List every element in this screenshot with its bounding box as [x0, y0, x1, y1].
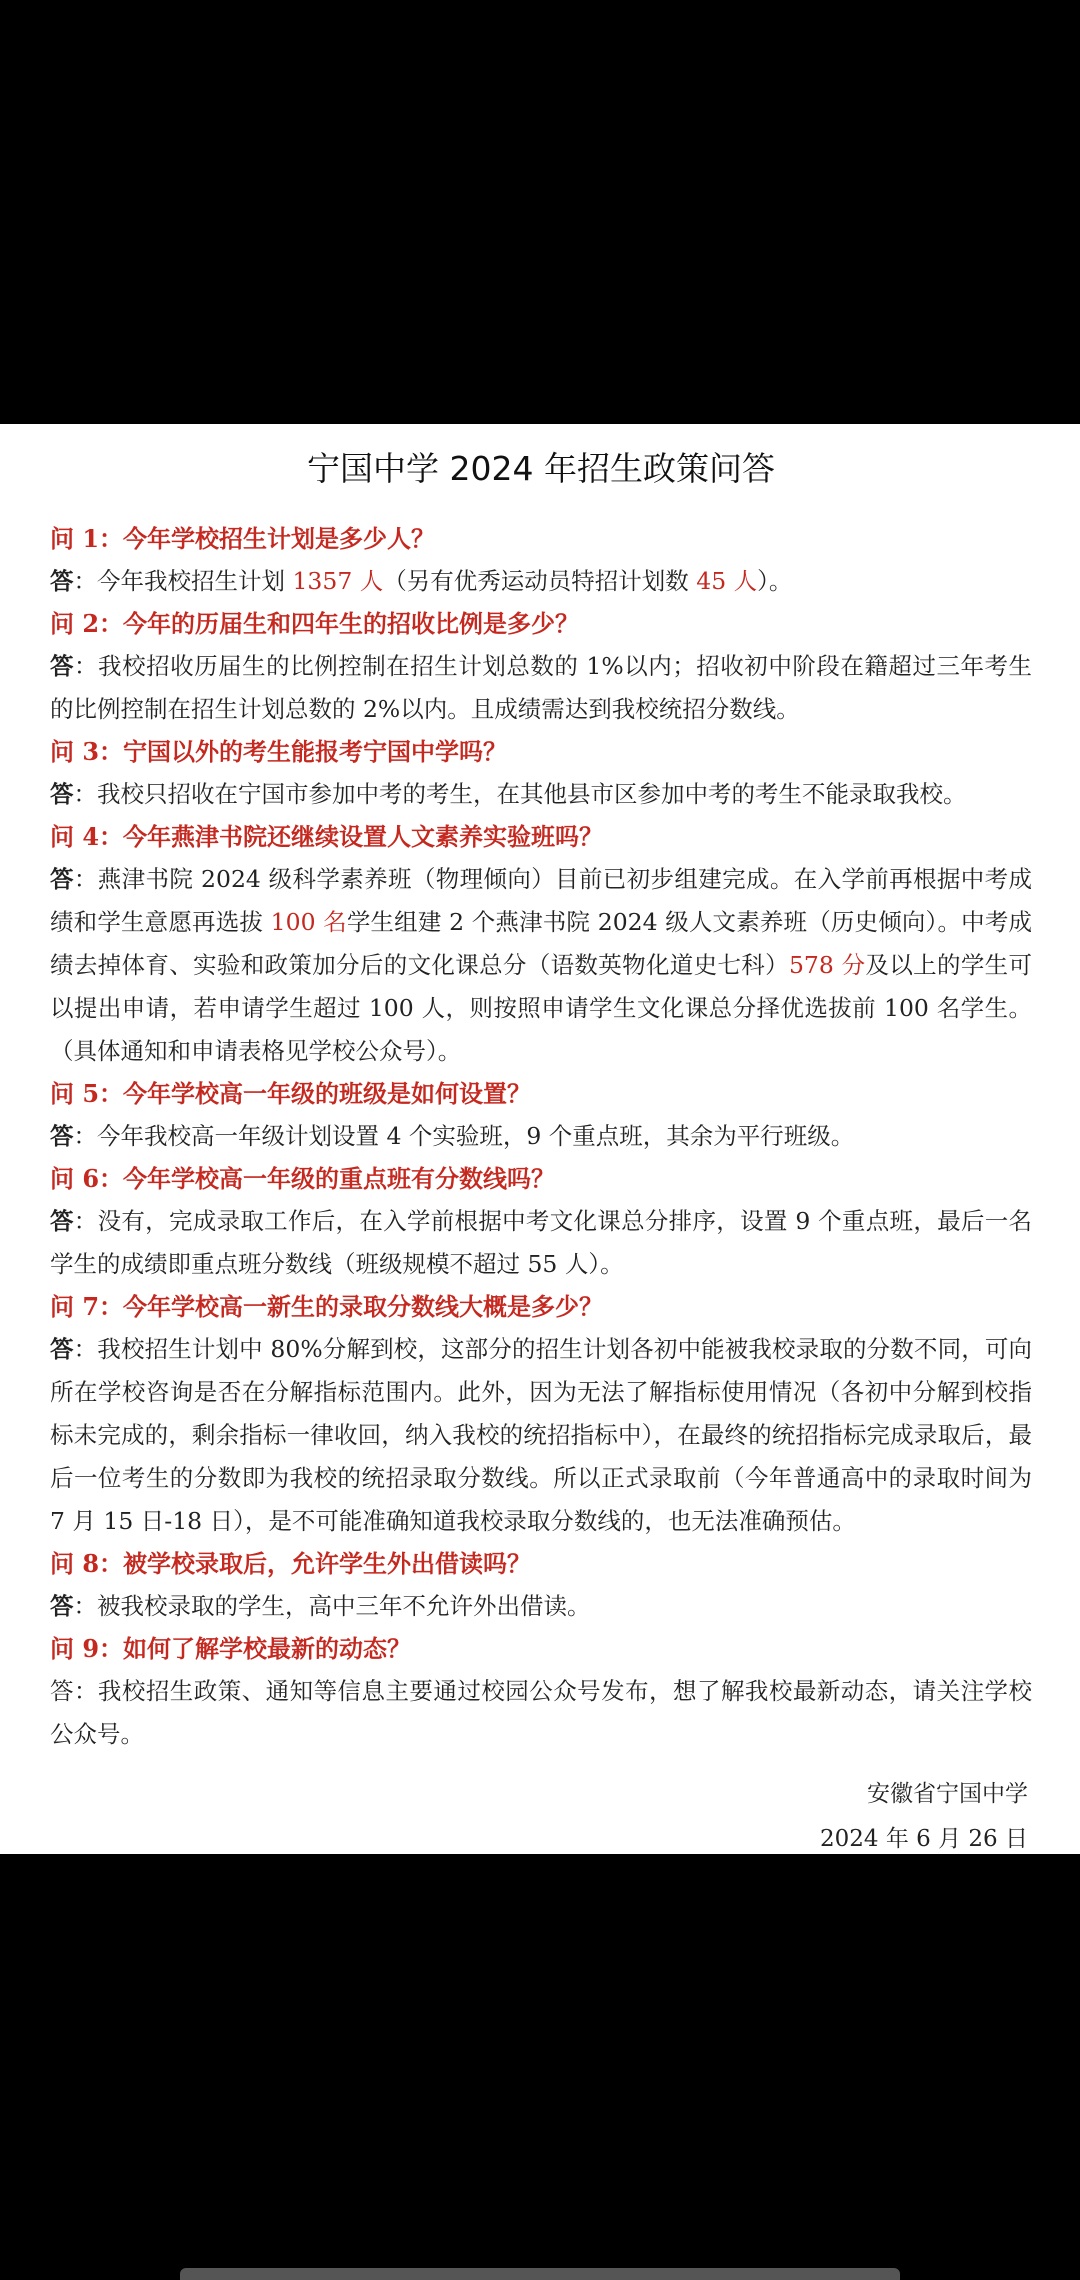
navigation-gesture-bar[interactable]: [180, 2268, 900, 2280]
highlighted-figure: 1357 人: [292, 567, 384, 595]
signature-block: [820, 1772, 1028, 1862]
question: 问 4：今年燕津书院还继续设置人文素养实验班吗？: [50, 822, 604, 851]
answer: [50, 1585, 1032, 1628]
answer-label: 答: [50, 1122, 74, 1150]
answer-text: ：被我校录取的学生，高中三年不允许外出借读。: [73, 1592, 591, 1620]
document-page: [0, 424, 1080, 1854]
answer: [50, 560, 1032, 603]
page-title: 宁国中学 2024 年招生政策问答: [307, 449, 775, 488]
answer-text: ）。: [757, 567, 793, 595]
highlighted-figure: 100 名: [270, 908, 347, 936]
answer-text: ：今年我校高一年级计划设置 4 个实验班，9 个重点班，其余为平行班级。: [73, 1122, 855, 1150]
answer-label: 答: [50, 780, 74, 808]
answer-text: ：燕津书院 2024 级科学素养班（物理倾向）目前已初步组建完成。在入学前再根据中考成绩和学生意愿再选拔: [50, 865, 1033, 936]
answer-text: 学生组建 2 个燕津书院 2024 级人文素养班（历史倾向）。中考成绩去掉体育、实验和政策加分后的文化课总分（语数英物化道史七科）: [50, 908, 1032, 979]
question: 问 3：宁国以外的考生能报考宁国中学吗？: [50, 737, 508, 766]
answer-label: 答: [50, 652, 75, 680]
question: 问 5：今年学校高一年级的班级是如何设置？: [50, 1079, 532, 1108]
question: 问 9：如何了解学校最新的动态？: [50, 1634, 412, 1663]
answer: [50, 858, 1032, 1073]
answer: [50, 1115, 1032, 1158]
question: 问 2：今年的历届生和四年生的招收比例是多少？: [50, 609, 580, 638]
question: 问 1：今年学校招生计划是多少人？: [50, 524, 436, 553]
answer-text: （另有优秀运动员特招计划数: [383, 567, 697, 595]
answer-text: ：没有，完成录取工作后，在入学前根据中考文化课总分排序，设置 9 个重点班，最后一名学生的成绩即重点班分数线（班级规模不超过 55 人）。: [50, 1207, 1033, 1278]
highlighted-figure: 578 分: [788, 951, 866, 979]
answer-text: 答：我校招生政策、通知等信息主要通过校园公众号发布，想了解我校最新动态，请关注学校公众号。: [50, 1677, 1032, 1748]
qa-list: [50, 518, 1032, 1756]
answer-label: 答: [50, 1592, 74, 1620]
answer-label: 答: [50, 1335, 74, 1363]
answer: [50, 773, 1032, 816]
answer-text: ：我校只招收在宁国市参加中考的考生，在其他县市区参加中考的考生不能录取我校。: [73, 780, 967, 808]
answer: [50, 1200, 1032, 1286]
answer: [50, 1670, 1032, 1756]
answer-label: 答: [50, 1207, 74, 1235]
answer-text: ：我校招生计划中 80%分解到校，这部分的招生计划各初中能被我校录取的分数不同，可向所在学校咨询是否在分解指标范围内。此外，因为无法了解指标使用情况（各初中分解到校指标未完成的，剩余指标一律收回，纳入我校的统招指标中），在最终的统招指标完成录取后，最后一位考生的分数即为我校的统招录取分数线。所以正式录取前（今年普通高中的录取时间为 7 月 15 日-18 日），是不可能准确知道我校录取分数线的，也无法准确预估。: [50, 1335, 1033, 1535]
question: 问 7：今年学校高一新生的录取分数线大概是多少？: [50, 1292, 604, 1321]
answer-text: ：今年我校招生计划: [73, 567, 293, 595]
question: 问 8：被学校录取后，允许学生外出借读吗？: [50, 1549, 532, 1578]
answer-text: ：我校招收历届生的比例控制在招生计划总数的 1%以内；招收初中阶段在籍超过三年考生的比例控制在招生计划总数的 2%以内。且成绩需达到我校统招分数线。: [50, 652, 1033, 723]
question: 问 6：今年学校高一年级的重点班有分数线吗？: [50, 1164, 556, 1193]
answer: [50, 1328, 1032, 1543]
answer-text: 及以上的学生可以提出申请，若申请学生超过 100 人，则按照申请学生文化课总分择优选拔前 100 名学生。（具体通知和申请表格见学校公众号）。: [50, 951, 1033, 1065]
answer: [50, 645, 1032, 731]
signature-date: 2024 年 6 月 26 日: [820, 1826, 1028, 1852]
signature-org: 安徽省宁国中学: [867, 1781, 1028, 1807]
highlighted-figure: 45 人: [696, 567, 758, 595]
answer-label: 答: [50, 865, 74, 893]
answer-label: 答: [50, 567, 74, 595]
